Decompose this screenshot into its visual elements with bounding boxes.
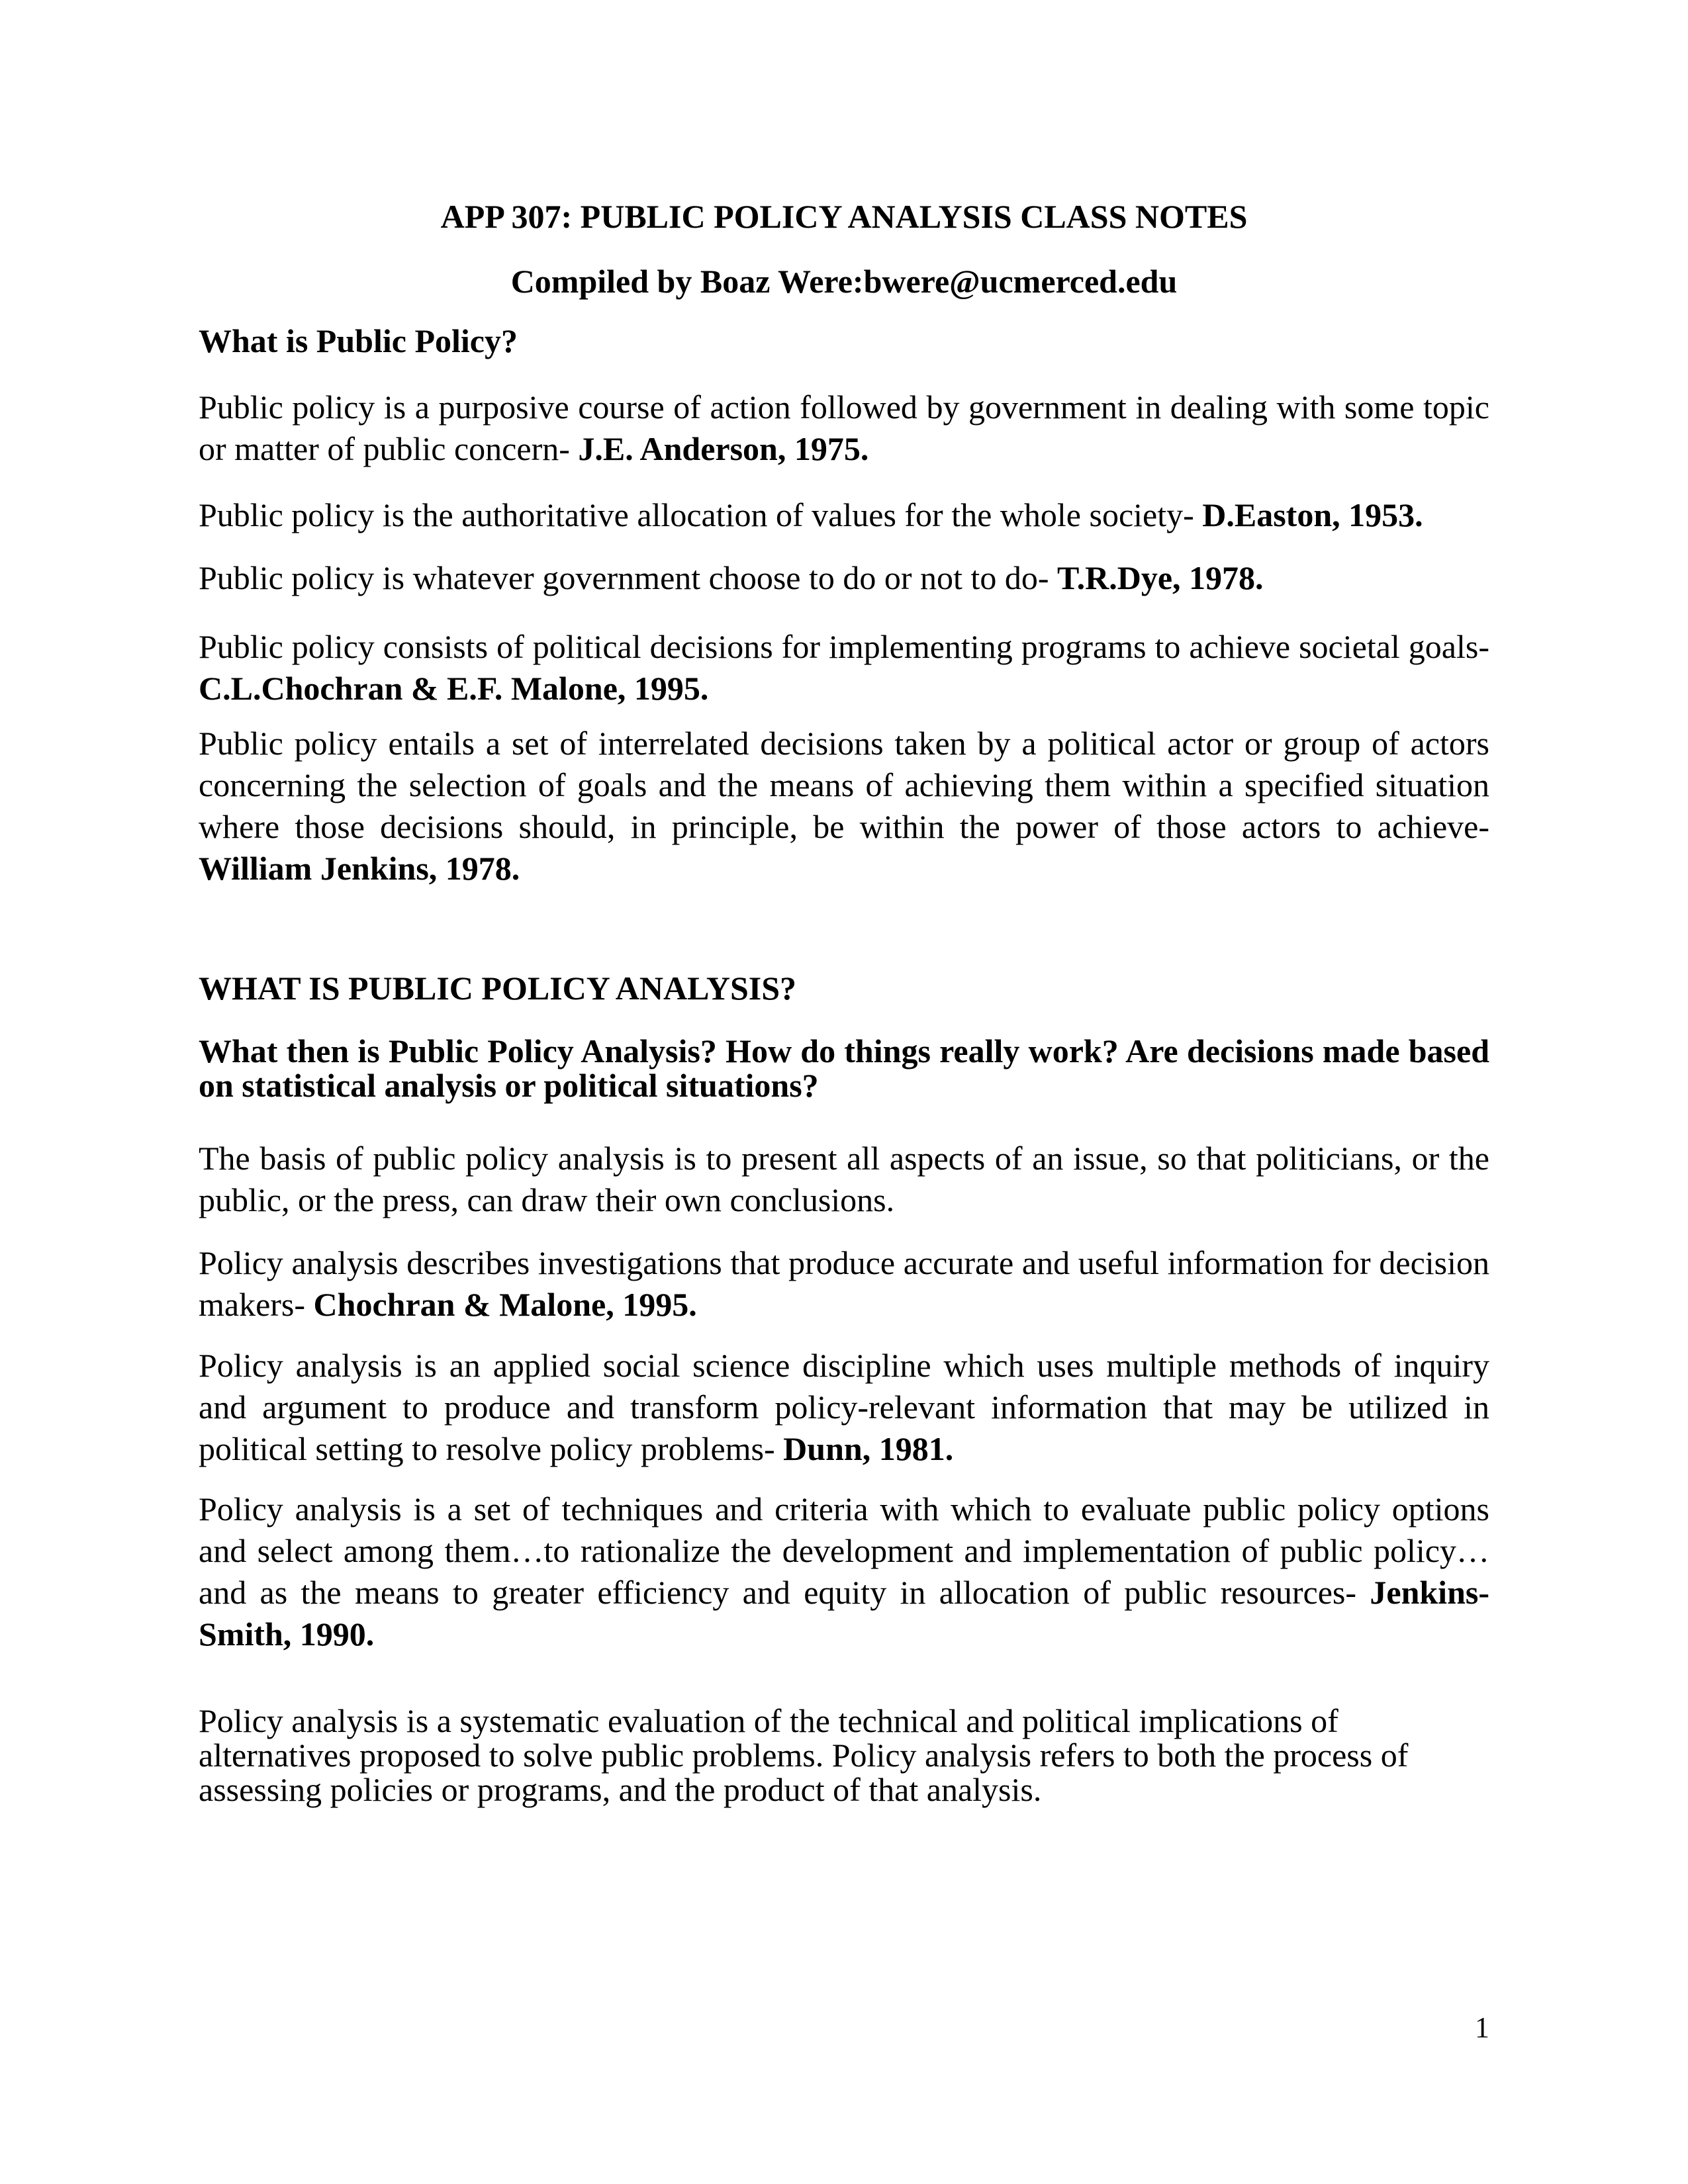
paragraph-attribution: Dunn, 1981.	[783, 1430, 954, 1467]
analysis-paragraph-basis	[199, 1138, 1489, 1221]
analysis-paragraph-dunn	[199, 1345, 1489, 1470]
analysis-paragraph-chochran-malone	[199, 1242, 1489, 1326]
definition-paragraph-chochran-malone	[199, 626, 1489, 709]
paragraph-attribution: T.R.Dye, 1978.	[1056, 559, 1264, 596]
paragraph-attribution: Jenkins-Smith, 1990.	[199, 1574, 1489, 1653]
definition-paragraph-easton	[199, 494, 1489, 536]
page-subtitle: Compiled by Boaz Were:bwere@ucmerced.edu	[510, 263, 1178, 300]
paragraph-text: Policy analysis is an applied social science discipline which uses multiple methods of inquiry and argument to produce and transform policy-relevant information that may be utilized in political setting to resolve policy problems-	[199, 1347, 1489, 1467]
paragraph-text: Public policy is the authoritative allocation of values for the whole society-	[199, 496, 1203, 533]
section2-heading: WHAT IS PUBLIC POLICY ANALYSIS?	[199, 970, 797, 1007]
paragraph-attribution: Chochran & Malone, 1995.	[313, 1286, 697, 1323]
paragraph-attribution: J.E. Anderson, 1975.	[578, 430, 869, 467]
analysis-paragraph-jenkins-smith	[199, 1488, 1489, 1655]
paragraph-text: Policy analysis is a systematic evaluation of the technical and political implications of alternatives proposed to solve public problems. Policy analysis refers to both the process of assessing policies or programs, and the product of that analysis.	[199, 1702, 1409, 1808]
page-number: 1	[1475, 2011, 1489, 2044]
paragraph-attribution: D.Easton, 1953.	[1202, 496, 1423, 533]
definition-paragraph-dye	[199, 557, 1489, 599]
definition-paragraph-anderson	[199, 387, 1489, 470]
paragraph-text: Policy analysis is a set of techniques and criteria with which to evaluate public policy options and select among them…to rationalize the development and implementation of public policy…and as the means to greater efficiency and equity in allocation of public resources-	[199, 1490, 1489, 1611]
paragraph-attribution: William Jenkins, 1978.	[199, 850, 520, 887]
paragraph-attribution: C.L.Chochran & E.F. Malone, 1995.	[199, 670, 709, 707]
definition-paragraph-jenkins	[199, 723, 1489, 889]
paragraph-text: Public policy is whatever government choose to do or not to do-	[199, 559, 1057, 596]
paragraph-text: Public policy entails a set of interrelated decisions taken by a political actor or group of actors concerning the selection of goals and the means of achieving them within a specified situation where those decisions should, in principle, be within the power of those actors to achieve-	[199, 725, 1489, 845]
paragraph-text: The basis of public policy analysis is to present all aspects of an issue, so that politicians, or the public, or the press, can draw their own conclusions.	[199, 1140, 1489, 1218]
section2-question: What then is Public Policy Analysis? How do things really work? Are decisions made based on statistical analysis or political situations?	[199, 1032, 1489, 1104]
analysis-paragraph-systematic	[199, 1704, 1489, 1807]
page-title: APP 307: PUBLIC POLICY ANALYSIS CLASS NOTES	[440, 198, 1248, 235]
paragraph-text: Public policy is a purposive course of action followed by government in dealing with some topic or matter of public concern-	[199, 388, 1489, 467]
paragraph-text: Policy analysis describes investigations that produce accurate and useful information for decision makers-	[199, 1244, 1489, 1323]
paragraph-text: Public policy consists of political decisions for implementing programs to achieve societal goals-	[199, 628, 1489, 665]
section1-heading: What is Public Policy?	[199, 322, 518, 359]
